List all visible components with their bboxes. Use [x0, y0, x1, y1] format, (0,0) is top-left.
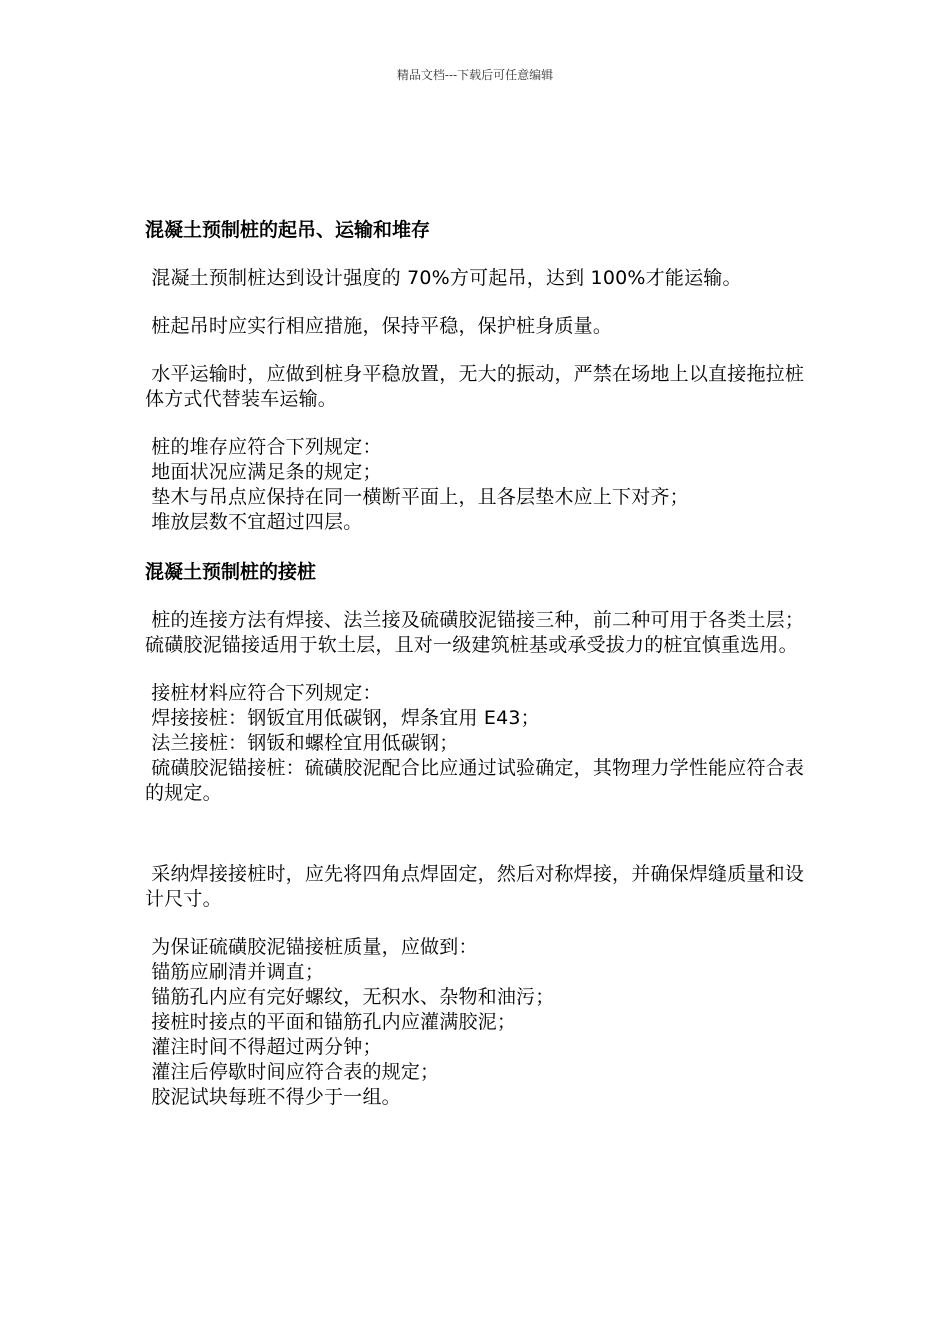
storage-rules-intro: 桩的堆存应符合下列规定：: [145, 436, 382, 458]
section-title-pile-splicing: 混凝土预制桩的接桩: [145, 561, 317, 583]
splicing-material-item: 法兰接桩：钢钣和螺栓宜用低碳钢；: [145, 732, 459, 754]
paragraph-horizontal-transport: 水平运输时，应做到桩身平稳放置，无大的振动，严禁在场地上以直接拖拉桩体方式代替装车运输。: [145, 363, 805, 410]
sulfur-mortar-quality-item: 灌注时间不得超过两分钟；: [145, 1036, 382, 1058]
sulfur-mortar-quality-item: 胶泥试块每班不得少于一组。: [145, 1086, 401, 1108]
paragraph-lifting-measures: 桩起吊时应实行相应措施，保持平稳，保护桩身质量。: [145, 315, 613, 337]
page-header-note: 精品文档---下载后可任意编辑: [396, 68, 554, 82]
sulfur-mortar-quality-item: 灌注后停歇时间应符合表的规定；: [145, 1061, 440, 1083]
storage-rule-item: 垫木与吊点应保持在同一横断平面上，且各层垫木应上下对齐；: [145, 486, 689, 508]
splicing-material-intro: 接桩材料应符合下列规定：: [145, 682, 382, 704]
sulfur-mortar-quality-item: 锚筋应刷清并调直；: [145, 961, 325, 983]
sulfur-mortar-quality-item: 锚筋孔内应有完好螺纹，无积水、杂物和油污；: [145, 986, 555, 1008]
storage-rule-item: 堆放层数不宜超过四层。: [145, 511, 363, 533]
splicing-material-item: 硫磺胶泥锚接桩：硫磺胶泥配合比应通过试验确定，其物理力学性能应符合表的规定。: [145, 757, 805, 804]
paragraph-lifting-strength: 混凝土预制桩达到设计强度的 70%方可起吊，达到 100%才能运输。: [145, 267, 742, 289]
splicing-material-item: 焊接接桩：钢钣宜用低碳钢，焊条宜用 E43；: [145, 707, 540, 729]
section-title-lifting-transport-storage: 混凝土预制桩的起吊、运输和堆存: [145, 219, 431, 241]
sulfur-mortar-quality-item: 接桩时接点的平面和锚筋孔内应灌满胶泥；: [145, 1011, 517, 1033]
paragraph-splicing-methods: 桩的连接方法有焊接、法兰接及硫磺胶泥锚接三种，前二种可用于各类土层；硫磺胶泥锚接适用于软土层，且对一级建筑桩基或承受拔力的桩宜慎重选用。: [145, 609, 805, 656]
storage-rule-item: 地面状况应满足条的规定；: [145, 461, 382, 483]
document-body: [145, 216, 810, 1110]
paragraph-welding-splice: 采纳焊接接桩时，应先将四角点焊固定，然后对称焊接，并确保焊缝质量和设计尺寸。: [145, 863, 805, 910]
sulfur-mortar-quality-intro: 为保证硫磺胶泥锚接桩质量，应做到：: [145, 936, 478, 958]
